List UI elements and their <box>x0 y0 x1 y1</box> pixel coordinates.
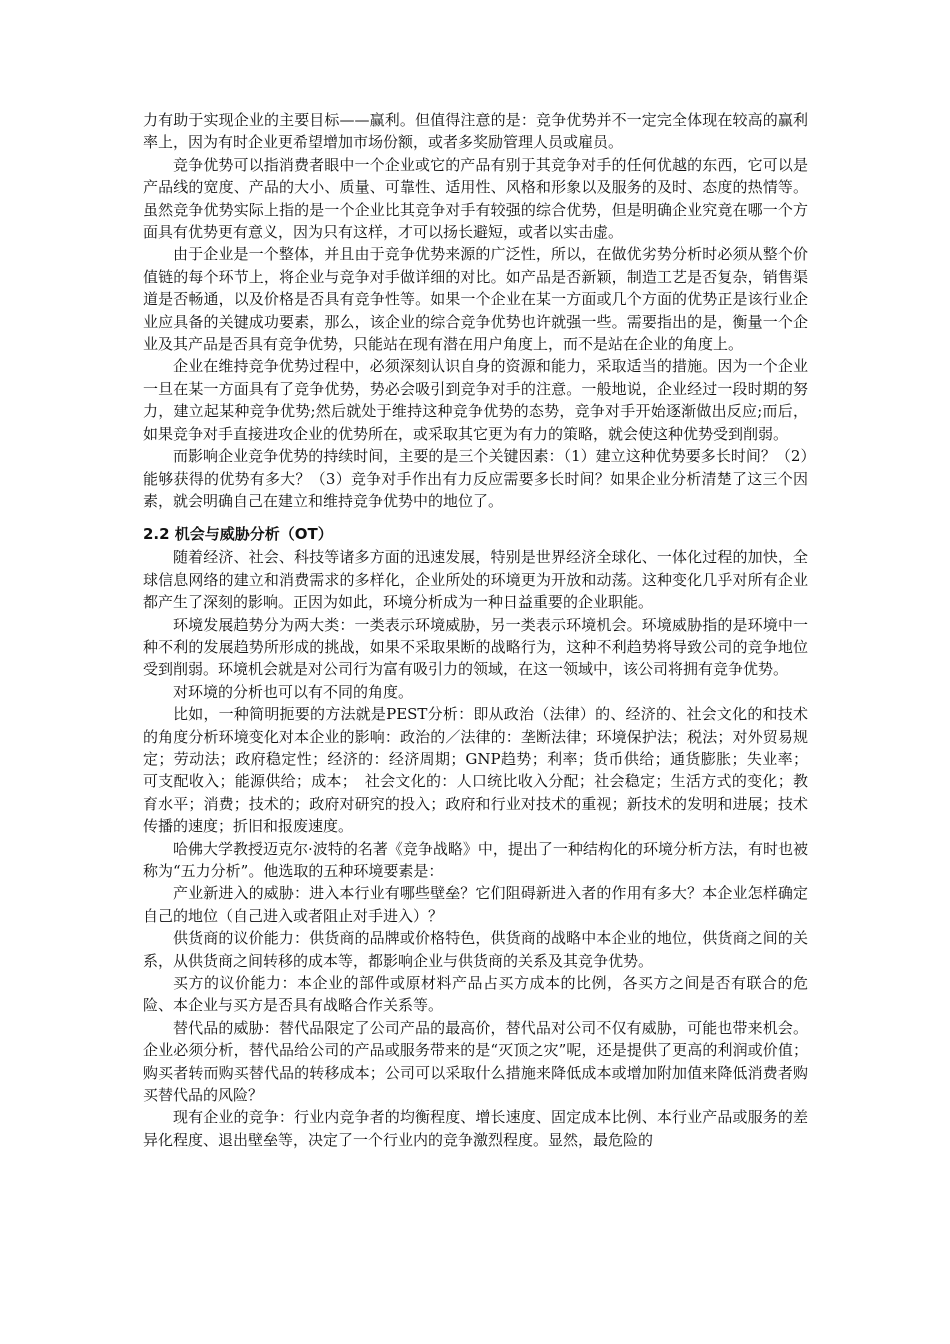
document-page <box>143 109 808 1151</box>
paragraph-supplier-power: 供货商的议价能力：供货商的品牌或价格特色，供货商的战略中本企业的地位，供货商之间的关系，从供货商之间转移的成本等，都影响企业与供货商的关系及其竞争优势。 <box>143 929 808 970</box>
paragraph-maintaining-advantage: 企业在维持竞争优势过程中，必须深刻认识自身的资源和能力，采取适当的措施。因为一个企业一旦在某一方面具有了竞争优势，势必会吸引到竞争对手的注意。一般地说，企业经过一段时期的努力，建立起某种竞争优势;然后就处于维持这种竞争优势的态势，竞争对手开始逐渐做出反应;而后，如果竞争对手直接进攻企业的优势所在，或采取其它更为有力的策略，就会使这种优势受到削弱。 <box>143 357 808 443</box>
paragraph-continuation: 力有助于实现企业的主要目标——赢利。但值得注意的是：竞争优势并不一定完全体现在较高的赢利率上，因为有时企业更希望增加市场份额，或者多奖励管理人员或雇员。 <box>143 111 808 152</box>
paragraph-pest-analysis: 比如，一种简明扼要的方法就是PEST分析：即从政治（法律）的、经济的、社会文化的和技术的角度分析环境变化对本企业的影响：政治的／法律的：垄断法律；环境保护法；税法；对外贸易规定；劳动法；政府稳定性；经济的：经济周期；GNP趋势；利率；货币供给；通货膨胀；失业率；可支配收入；能源供给；成本； 社会文化的：人口统比收入分配；社会稳定；生活方式的变化；教育水平；消费；技术的；政府对研究的投入；政府和行业对技术的重视；新技术的发明和进展；技术传播的速度；折旧和报废速度。 <box>143 705 808 836</box>
paragraph-environment-change: 随着经济、社会、科技等诸多方面的迅速发展，特别是世界经济全球化、一体化过程的加快，全球信息网络的建立和消费需求的多样化，企业所处的环境更为开放和动荡。这种变化几乎对所有企业都产生了深刻的影响。正因为如此，环境分析成为一种日益重要的企业职能。 <box>143 548 808 612</box>
paragraph-new-entrants: 产业新进入的威胁：进入本行业有哪些壁垒？它们阻碍新进入者的作用有多大？本企业怎样确定自己的地位（自己进入或者阻止对手进入）？ <box>143 884 808 925</box>
section-heading: 2.2 机会与威胁分析（OT） <box>143 525 333 544</box>
paragraph-value-chain-comparison: 由于企业是一个整体，并且由于竞争优势来源的广泛性，所以，在做优劣势分析时必须从整个价值链的每个环节上，将企业与竞争对手做详细的对比。如产品是否新颖，制造工艺是否复杂，销售渠道是否畅通，以及价格是否具有竞争性等。如果一个企业在某一方面或几个方面的优势正是该行业企业应具备的关键成功要素，那么，该企业的综合竞争优势也许就强一些。需要指出的是，衡量一个企业及其产品是否具有竞争优势，只能站在现有潜在用户角度上，而不是站在企业的角度上。 <box>143 245 808 354</box>
paragraph-threats-opportunities: 环境发展趋势分为两大类：一类表示环境威胁，另一类表示环境机会。环境威胁指的是环境中一种不利的发展趋势所形成的挑战，如果不采取果断的战略行为，这种不利趋势将导致公司的竞争地位受到削弱。环境机会就是对公司行为富有吸引力的领域，在这一领域中，该公司将拥有竞争优势。 <box>143 615 808 679</box>
paragraph-competitive-advantage-definition: 竞争优势可以指消费者眼中一个企业或它的产品有别于其竞争对手的任何优越的东西，它可以是产品线的宽度、产品的大小、质量、可靠性、适用性、风格和形象以及服务的及时、态度的热情等。虽然竞争优势实际上指的是一个企业比其竞争对手有较强的综合优势，但是明确企业究竟在哪一个方面具有优势更有意义，因为只有这样，才可以扬长避短，或者以实击虚。 <box>143 155 808 242</box>
paragraph-buyer-power: 买方的议价能力：本企业的部件或原材料产品占买方成本的比例，各买方之间是否有联合的危险、本企业与买方是否具有战略合作关系等。 <box>143 974 808 1015</box>
section-spacer <box>143 512 808 522</box>
paragraph-three-key-factors: 而影响企业竞争优势的持续时间，主要的是三个关键因素：（1）建立这种优势要多长时间？（2）能够获得的优势有多大？（3）竞争对手作出有力反应需要多长时间？如果企业分析清楚了这三个因素，就会明确自己在建立和维持竞争优势中的地位了。 <box>143 447 808 510</box>
paragraph-porter-five-forces: 哈佛大学教授迈克尔·波特的名著《竞争战略》中，提出了一种结构化的环境分析方法，有时也被称为“五力分析”。他选取的五种环境要素是： <box>143 839 808 880</box>
paragraph-analysis-angles: 对环境的分析也可以有不同的角度。 <box>173 682 414 701</box>
paragraph-substitutes: 替代品的威胁：替代品限定了公司产品的最高价，替代品对公司不仅有威胁，可能也带来机会。企业必须分析，替代品给公司的产品或服务带来的是“灭顶之灾”呢，还是提供了更高的利润或价值；购买者转而购买替代品的转移成本；公司可以采取什么措施来降低成本或增加附加值来降低消费者购买替代品的风险？ <box>143 1018 808 1105</box>
paragraph-existing-competition: 现有企业的竞争：行业内竞争者的均衡程度、增长速度、固定成本比例、本行业产品或服务的差异化程度、退出壁垒等，决定了一个行业内的竞争激烈程度。显然，最危险的 <box>143 1108 808 1149</box>
